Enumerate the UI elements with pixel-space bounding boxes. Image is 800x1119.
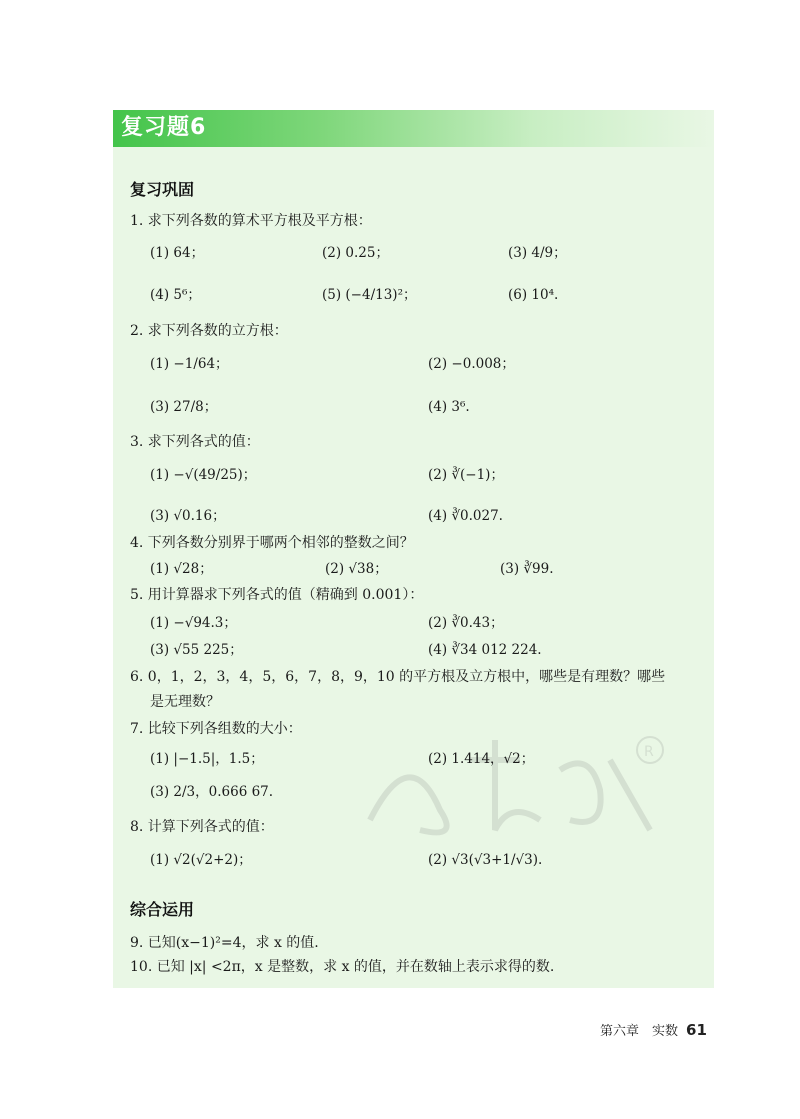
question-2: 2. 求下列各数的立方根： [130,323,288,339]
q2-item-3: (3) 27/8； [150,399,218,415]
q3-item-4: (4) ∛0.027. [428,508,503,524]
q2-item-1: (1) −1/64； [150,356,229,372]
q5-item-2: (2) ∛0.43； [428,615,504,631]
q1-item-4: (4) 5⁶； [150,287,201,303]
q3-item-1: (1) −√(49/25)； [150,467,257,483]
q1-item-5: (5) (−4/13)²； [322,287,417,303]
q5-item-4: (4) ∛34 012 224. [428,642,542,658]
q4-item-1: (1) √28； [150,561,213,577]
q7-item-1: (1) |−1.5|，1.5̇； [150,751,264,767]
section-heading-review: 复习巩固 [130,180,195,199]
q1-item-1: (1) 64； [150,245,205,261]
chapter-label: 第六章 实数 [600,1024,679,1039]
q1-item-3: (3) 4/9； [508,245,567,261]
question-7: 7. 比较下列各组数的大小： [130,721,302,737]
question-3: 3. 求下列各式的值： [130,434,260,450]
q2-item-4: (4) 3⁶. [428,399,470,415]
section-heading-application: 综合运用 [130,900,195,919]
q3-item-3: (3) √0.16； [150,508,226,524]
q4-item-3: (3) ∛99. [500,561,554,577]
question-5: 5. 用计算器求下列各式的值（精确到 0.001）： [130,587,424,603]
page-footer [600,1021,707,1041]
question-1: 1. 求下列各数的算术平方根及平方根： [130,213,372,229]
q7-item-2: (2) 1.414，√2； [428,751,535,767]
q5-item-1: (1) −√94.3； [150,615,237,631]
q1-item-2: (2) 0.25； [322,245,389,261]
question-6-line-1: 6. 0，1，2，3，4，5，6，7，8，9，10 的平方根及立方根中，哪些是有理数？哪些 [130,669,666,685]
question-10: 10. 已知 |x| <2π，x 是整数，求 x 的值，并在数轴上表示求得的数. [130,959,555,975]
q7-item-3: (3) 2/3，0.666 67. [150,784,274,800]
q3-item-2: (2) ∛(−1)； [428,467,504,483]
q1-item-6: (6) 10⁴. [508,287,559,303]
question-4: 4. 下列各数分别界于哪两个相邻的整数之间？ [130,535,414,551]
q4-item-2: (2) √38； [325,561,388,577]
publisher-watermark [350,720,670,860]
question-9: 9. 已知(x−1)²=4，求 x 的值. [130,935,319,951]
question-8: 8. 计算下列各式的值： [130,819,274,835]
svg-text:R: R [644,744,654,760]
page-number: 61 [686,1021,707,1039]
page-title: 复习题6 [121,115,207,140]
q8-item-2: (2) √3(√3+1/√3). [428,852,543,868]
question-6-line-2: 是无理数？ [150,694,220,710]
q5-item-3: (3) √55 225； [150,642,243,658]
q2-item-2: (2) −0.008； [428,356,515,372]
q8-item-1: (1) √2(√2+2)； [150,852,252,868]
